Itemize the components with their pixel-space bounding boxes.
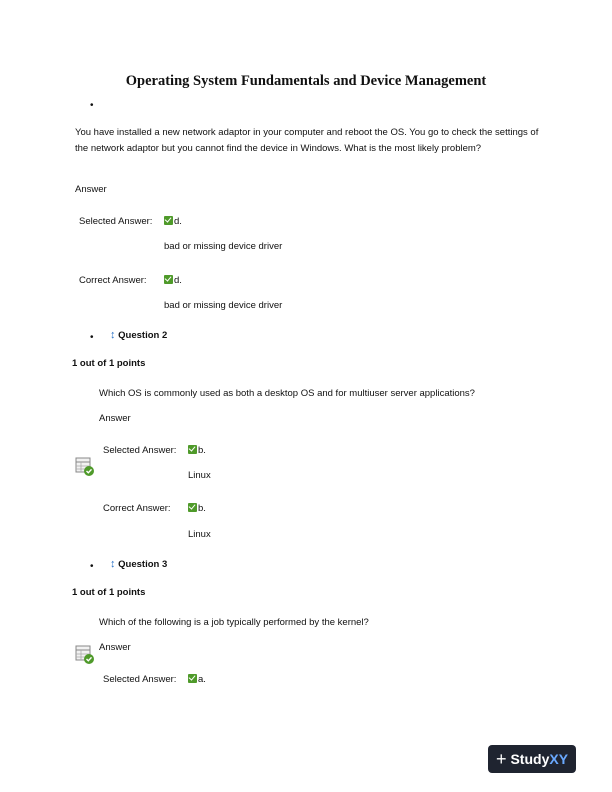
check-icon [188,674,197,683]
check-icon [188,503,197,512]
sort-arrows-icon[interactable]: ↕ [110,329,116,341]
correct-answer-text: Linux [188,529,211,540]
question-2-text: Which OS is commonly used as both a desktop OS and for multiuser server applications? [99,388,475,399]
correct-answer-text: bad or missing device driver [164,300,283,311]
studyxy-logo[interactable] [488,745,576,773]
correct-answer-label: Correct Answer: [79,275,147,286]
brand-prefix: Study [510,751,550,767]
selected-answer-text: Linux [188,470,211,481]
sort-arrows-icon[interactable]: ↕ [110,558,116,570]
points-label: 1 out of 1 points [72,587,146,598]
correct-answer-label: Correct Answer: [103,503,171,514]
question-3-heading[interactable] [110,558,167,570]
selected-answer-letter: a. [198,674,206,685]
selected-answer-label: Selected Answer: [103,674,177,685]
answer-label: Answer [99,642,131,653]
answer-label: Answer [99,413,131,424]
question-3-text: Which of the following is a job typically performed by the kernel? [99,617,369,628]
points-label: 1 out of 1 points [72,358,146,369]
selected-answer-choice [164,216,182,227]
selected-answer-choice [188,445,206,456]
selected-answer-letter: d. [174,216,182,227]
selected-answer-label: Selected Answer: [103,445,177,456]
correct-answer-choice [188,503,206,514]
check-icon [164,216,173,225]
answer-label: Answer [75,184,107,195]
question-heading: Question 2 [118,330,168,341]
grade-table-check-icon [75,645,95,668]
selected-answer-letter: b. [198,445,206,456]
question-1-text: You have installed a new network adaptor in your computer and reboot the OS. You go to check the settings of the network adaptor but you cannot find the device in Windows. What is the most likely problem? [75,127,539,154]
correct-answer-letter: d. [174,275,182,286]
correct-answer-letter: b. [198,503,206,514]
question-2-heading[interactable] [110,329,167,341]
correct-answer-choice [164,275,182,286]
bullet: • [90,100,94,111]
question-heading: Question 3 [118,559,168,570]
bullet: • [90,332,94,343]
grade-table-check-icon [75,457,95,480]
check-icon [188,445,197,454]
selected-answer-choice [188,674,206,685]
bullet: • [90,561,94,572]
brand-suffix: XY [549,751,569,767]
selected-answer-text: bad or missing device driver [164,241,283,252]
check-icon [164,275,173,284]
plus-icon: + [495,749,507,769]
page-title: Operating System Fundamentals and Device Management [125,73,487,89]
selected-answer-label: Selected Answer: [79,216,153,227]
